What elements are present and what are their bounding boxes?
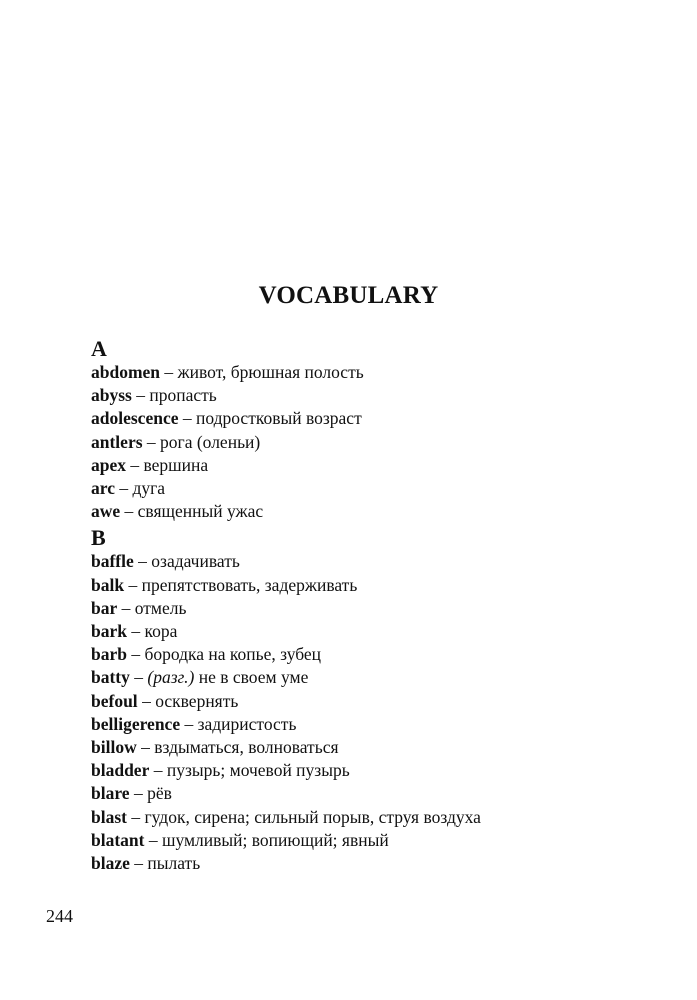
entry-blast: [91, 806, 651, 829]
entry-befoul: [91, 690, 651, 713]
entry-separator: –: [129, 783, 148, 804]
entry-separator: –: [126, 454, 144, 475]
entry-term: abdomen: [91, 362, 161, 382]
entry-term: blatant: [91, 829, 145, 850]
entry-definition: гудок, сирена; сильный порыв, струя воздуха: [144, 806, 481, 827]
entry-separator: –: [136, 737, 155, 758]
entry-term: antlers: [91, 431, 143, 452]
entry-usage-note: (разг.): [147, 667, 195, 688]
entry-term: adolescence: [91, 408, 179, 429]
entry-batty: [91, 666, 651, 689]
entry-abdomen: [91, 361, 651, 384]
entry-blatant: [91, 829, 651, 852]
entry-term: blast: [91, 806, 127, 827]
page-title: VOCABULARY: [258, 282, 439, 309]
entry-term: baffle: [91, 551, 134, 572]
entry-definition: пузырь; мочевой пузырь: [166, 760, 350, 781]
entry-term: blaze: [91, 853, 130, 874]
entry-abyss: [91, 384, 651, 407]
entry-separator: –: [180, 713, 198, 734]
entry-balk: [91, 574, 651, 597]
entry-definition: подростковый возраст: [195, 408, 362, 429]
entry-term: abyss: [91, 385, 132, 406]
entry-separator: –: [126, 806, 145, 827]
entry-definition: осквернять: [155, 690, 239, 711]
entry-term: belligerence: [91, 713, 181, 734]
entry-definition: пылать: [147, 853, 201, 874]
entry-term: bark: [91, 621, 127, 642]
entry-separator: –: [114, 478, 133, 499]
entry-separator: –: [129, 853, 148, 874]
entry-term: befoul: [91, 690, 138, 711]
entry-blare: [91, 782, 651, 805]
entry-term: balk: [91, 574, 125, 595]
section-letter-a: A: [91, 336, 107, 361]
entry-awe: [91, 500, 651, 523]
vocabulary-list: [91, 336, 651, 875]
entry-term: bar: [91, 597, 118, 618]
entry-definition: вздыматься, волноваться: [154, 737, 339, 758]
entry-definition: озадачивать: [151, 551, 240, 572]
entry-term: arc: [91, 478, 115, 499]
entry-definition: рёв: [147, 783, 172, 804]
entry-apex: [91, 454, 651, 477]
entry-definition: рога (оленьи): [160, 431, 261, 452]
entry-separator: –: [144, 829, 162, 850]
entry-separator: –: [133, 551, 152, 572]
entry-definition: вершина: [143, 454, 209, 475]
entry-definition: живот, брюшная полость: [177, 362, 364, 382]
entry-separator: –: [142, 431, 161, 452]
entry-adolescence: [91, 407, 651, 430]
section-letter-b: B: [91, 525, 106, 551]
entry-definition: задиристость: [197, 713, 297, 734]
entry-definition: отмель: [134, 597, 187, 618]
entry-arc: [91, 477, 651, 500]
entry-separator: –: [120, 501, 138, 522]
entry-definition: бородка на копье, зубец: [144, 644, 322, 665]
entry-definition: пропасть: [149, 385, 217, 406]
entry-separator: –: [129, 667, 148, 688]
entry-separator: –: [137, 690, 156, 711]
entry-bark: [91, 620, 651, 643]
entry-term: apex: [91, 454, 126, 475]
entry-billow: [91, 736, 651, 759]
page-number: 244: [46, 906, 73, 926]
entry-term: barb: [91, 644, 127, 665]
entry-separator: –: [131, 385, 150, 406]
entry-separator: –: [126, 621, 145, 642]
entry-term: bladder: [91, 760, 150, 781]
entry-definition: кора: [144, 621, 178, 642]
entry-bar: [91, 597, 651, 620]
entry-term: blare: [91, 783, 130, 804]
entry-separator: –: [124, 574, 142, 595]
entry-definition: шумливый; вопиющий; явный: [161, 829, 389, 850]
entry-blaze: [91, 852, 651, 875]
entry-definition: дуга: [132, 478, 166, 499]
entry-separator: –: [126, 644, 145, 665]
entry-term: awe: [91, 501, 121, 522]
entry-baffle: [91, 550, 651, 573]
entry-separator: –: [178, 408, 196, 429]
entry-term: billow: [91, 737, 137, 758]
entry-bladder: [91, 759, 651, 782]
entry-antlers: [91, 431, 651, 454]
entry-separator: –: [117, 597, 135, 618]
entry-definition: препятствовать, задерживать: [141, 574, 358, 595]
entry-separator: –: [149, 760, 167, 781]
entry-term: batty: [91, 667, 130, 688]
entry-definition: священный ужас: [137, 501, 264, 522]
entry-separator: –: [160, 362, 178, 382]
entry-barb: [91, 643, 651, 666]
entry-belligerence: [91, 713, 651, 736]
entry-definition: не в своем уме: [198, 667, 309, 688]
